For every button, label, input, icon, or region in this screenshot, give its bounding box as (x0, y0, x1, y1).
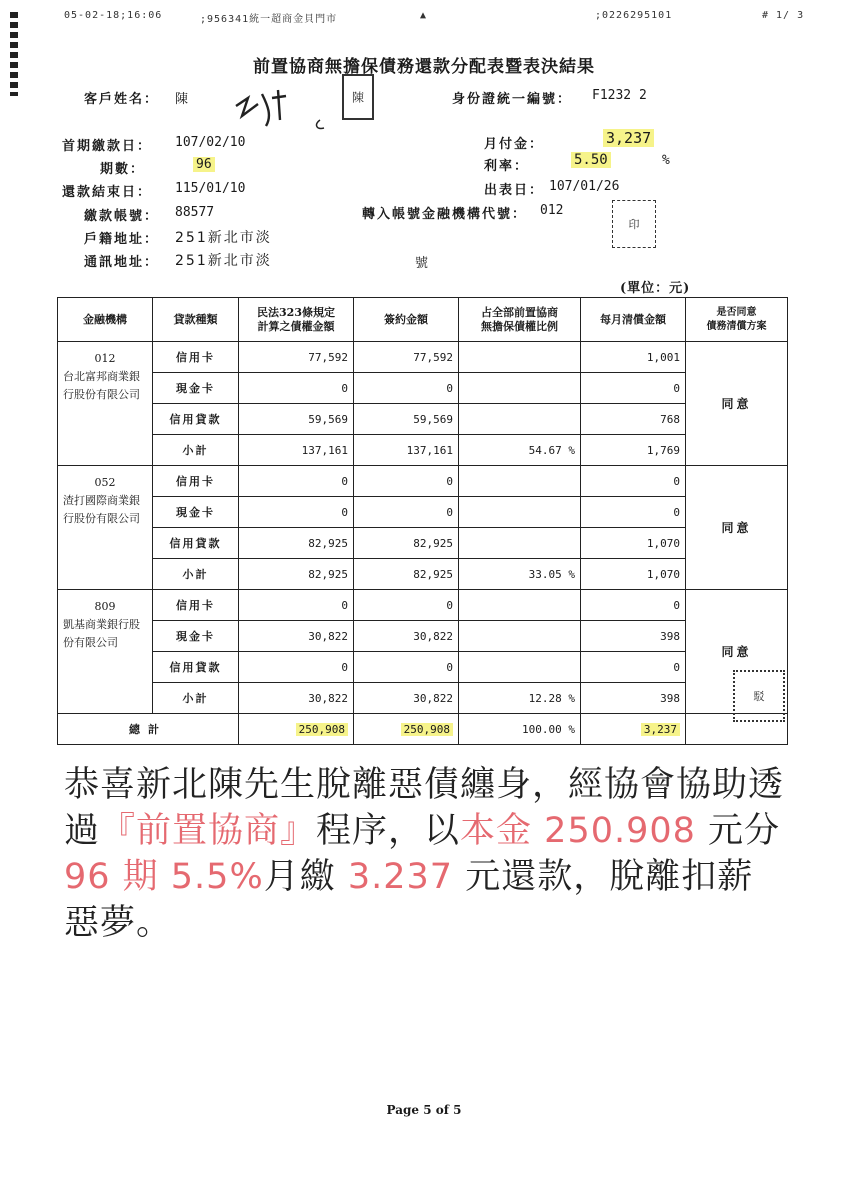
personal-seal: 陳 (342, 74, 374, 120)
promo-text-3: 元分 (695, 811, 781, 851)
account-label: 繳款帳號： (84, 209, 160, 224)
vote-result: 同意 (686, 466, 788, 590)
table-row (58, 373, 788, 404)
mail-address-suffix: 號 (415, 256, 429, 271)
vote-result: 同意 (686, 342, 788, 466)
claim-amount: 82,925 (239, 559, 354, 590)
claim-amount: 0 (239, 466, 354, 497)
total-claim-cell (239, 714, 354, 745)
monthly-amount: 1,001 (581, 342, 686, 373)
col-header-loan-type: 貸款種類 (153, 298, 239, 342)
contract-amount: 82,925 (354, 528, 459, 559)
claim-amount: 30,822 (239, 683, 354, 714)
table-row (58, 342, 788, 373)
fax-header (0, 10, 848, 30)
ratio: 12.28 % (459, 683, 581, 714)
claim-amount: 59,569 (239, 404, 354, 435)
claim-amount: 137,161 (239, 435, 354, 466)
bank-cell (58, 590, 153, 714)
bank-name: 渣打國際商業銀行股份有限公司 (63, 494, 140, 525)
vote-result: 同意 (686, 590, 788, 714)
promo-text-4: 月繳 (263, 857, 348, 897)
table-row (58, 621, 788, 652)
bank-name: 凱基商業銀行股份有限公司 (63, 618, 140, 649)
document-title: 前置協商無擔保債務還款分配表暨表決結果 (253, 57, 595, 77)
monthly-amount: 768 (581, 404, 686, 435)
table-row (58, 435, 788, 466)
customer-name-label: 客戶姓名： (84, 92, 160, 107)
monthly-amount: 0 (581, 652, 686, 683)
issue-date: 107/01/26 (549, 179, 620, 194)
contract-amount: 77,592 (354, 342, 459, 373)
total-monthly: 3,237 (641, 723, 680, 736)
loan-type: 信用卡 (153, 342, 239, 373)
claim-amount: 82,925 (239, 528, 354, 559)
monthly-payment-value: 3,237 (603, 129, 654, 147)
col-header-institution: 金融機構 (58, 298, 153, 342)
ratio (459, 621, 581, 652)
end-date: 115/01/10 (175, 181, 246, 196)
ratio (459, 466, 581, 497)
promo-highlight-program: 『前置協商』 (100, 811, 317, 851)
contract-amount: 82,925 (354, 559, 459, 590)
monthly-amount: 0 (581, 590, 686, 621)
transfer-code-label: 轉入帳號金融機構代號： (362, 207, 528, 222)
bank-cell (58, 466, 153, 590)
total-row (58, 714, 788, 745)
contract-amount: 137,161 (354, 435, 459, 466)
loan-type: 小計 (153, 683, 239, 714)
rate-label: 利率： (484, 159, 530, 174)
claim-amount: 77,592 (239, 342, 354, 373)
bank-cell (58, 342, 153, 466)
monthly-payment-label: 月付金： (484, 137, 545, 152)
table-row (58, 497, 788, 528)
total-label: 總計 (58, 714, 239, 745)
monthly-amount: 398 (581, 621, 686, 652)
id-label: 身份證統一編號： (452, 92, 573, 107)
ratio (459, 497, 581, 528)
bank-name: 台北富邦商業銀行股份有限公司 (63, 370, 140, 401)
monthly-amount: 0 (581, 466, 686, 497)
loan-type: 信用卡 (153, 590, 239, 621)
loan-type: 信用貸款 (153, 528, 239, 559)
claim-amount: 0 (239, 590, 354, 621)
monthly-amount: 1,769 (581, 435, 686, 466)
ratio (459, 373, 581, 404)
bank-seal-stamp: 駁 (733, 670, 785, 722)
promo-text-1: 恭喜新北陳先生脫離惡債纏身，經協會協助透過 (64, 765, 785, 851)
mail-address-label: 通訊地址： (84, 255, 160, 270)
promo-highlight-monthly: 3.237 (347, 857, 454, 897)
ratio (459, 528, 581, 559)
contract-amount: 30,822 (354, 683, 459, 714)
table-row (58, 652, 788, 683)
loan-type: 小計 (153, 435, 239, 466)
total-claim: 250,908 (296, 723, 348, 736)
table-row (58, 590, 788, 621)
monthly-amount: 0 (581, 497, 686, 528)
ratio (459, 590, 581, 621)
end-date-label: 還款結束日： (62, 185, 153, 200)
fax-page: # 1/ 3 (762, 10, 805, 21)
ratio (459, 404, 581, 435)
table-row (58, 559, 788, 590)
contract-amount: 0 (354, 590, 459, 621)
issue-date-label: 出表日： (484, 183, 545, 198)
bank-stamp: 印 (612, 200, 656, 248)
page-footer: Page 5 of 5 (386, 1103, 462, 1117)
claim-amount: 30,822 (239, 621, 354, 652)
household-address-label: 戶籍地址： (84, 232, 160, 247)
promo-text-5: 元還款，脫離扣薪惡夢。 (64, 857, 754, 943)
claim-amount: 0 (239, 652, 354, 683)
fax-phone: ;0226295101 (595, 10, 673, 21)
periods-label: 期數： (100, 162, 146, 177)
rate-unit: % (662, 153, 670, 168)
monthly-amount: 398 (581, 683, 686, 714)
total-monthly-cell (581, 714, 686, 745)
account-value: 88577 (175, 205, 215, 220)
unit-note: (單位：元) (620, 281, 691, 296)
loan-type: 信用卡 (153, 466, 239, 497)
table-row (58, 404, 788, 435)
customer-name: 陳 (175, 92, 189, 107)
claim-amount: 0 (239, 497, 354, 528)
total-contract: 250,908 (401, 723, 453, 736)
bank-code: 012 (94, 352, 116, 365)
promo-caption (64, 762, 784, 946)
promo-text-2: 程序，以 (316, 811, 461, 851)
fax-datetime: 05-02-18;16:06 (64, 10, 163, 21)
id-value: F1232 2 (592, 88, 647, 103)
ratio: 54.67 % (459, 435, 581, 466)
bank-code: 809 (94, 600, 116, 613)
promo-highlight-principal: 本金 250.908 (460, 811, 696, 851)
first-payment-date: 107/02/10 (175, 135, 246, 150)
loan-type: 小計 (153, 559, 239, 590)
total-ratio: 100.00 % (459, 714, 581, 745)
first-payment-label: 首期繳款日： (62, 139, 153, 154)
loan-type: 信用貸款 (153, 404, 239, 435)
col-header-claim: 民法323條規定 計算之債權金額 (239, 298, 354, 342)
loan-type: 現金卡 (153, 373, 239, 404)
triangle-icon: ▲ (420, 10, 428, 21)
loan-type: 現金卡 (153, 497, 239, 528)
col-header-contract: 簽約金額 (354, 298, 459, 342)
col-header-monthly: 每月清償金額 (581, 298, 686, 342)
ratio (459, 342, 581, 373)
table-header-row (58, 298, 788, 342)
col-header-ratio: 占全部前置協商 無擔保債權比例 (459, 298, 581, 342)
monthly-amount: 1,070 (581, 528, 686, 559)
bank-code: 052 (94, 476, 116, 489)
loan-type: 信用貸款 (153, 652, 239, 683)
ratio (459, 652, 581, 683)
contract-amount: 0 (354, 466, 459, 497)
transfer-code: 012 (540, 203, 564, 218)
table-row (58, 683, 788, 714)
contract-amount: 0 (354, 652, 459, 683)
contract-amount: 30,822 (354, 621, 459, 652)
table-row (58, 466, 788, 497)
monthly-amount: 1,070 (581, 559, 686, 590)
periods-value: 96 (193, 157, 215, 172)
contract-amount: 0 (354, 373, 459, 404)
contract-amount: 0 (354, 497, 459, 528)
promo-highlight-terms: 96 期 5.5% (64, 857, 264, 897)
monthly-amount: 0 (581, 373, 686, 404)
rate-value: 5.50 (571, 152, 611, 168)
contract-amount: 59,569 (354, 404, 459, 435)
claim-amount: 0 (239, 373, 354, 404)
fax-sender: ;956341統一超商金貝門市 (200, 14, 338, 25)
loan-type: 現金卡 (153, 621, 239, 652)
ratio: 33.05 % (459, 559, 581, 590)
allocation-table (57, 297, 788, 745)
total-contract-cell (354, 714, 459, 745)
table-row (58, 528, 788, 559)
mail-address: 251新北市淡 (175, 253, 272, 269)
col-header-vote: 是否同意 債務清償方案 (686, 298, 788, 342)
household-address: 251新北市淡 (175, 230, 272, 246)
